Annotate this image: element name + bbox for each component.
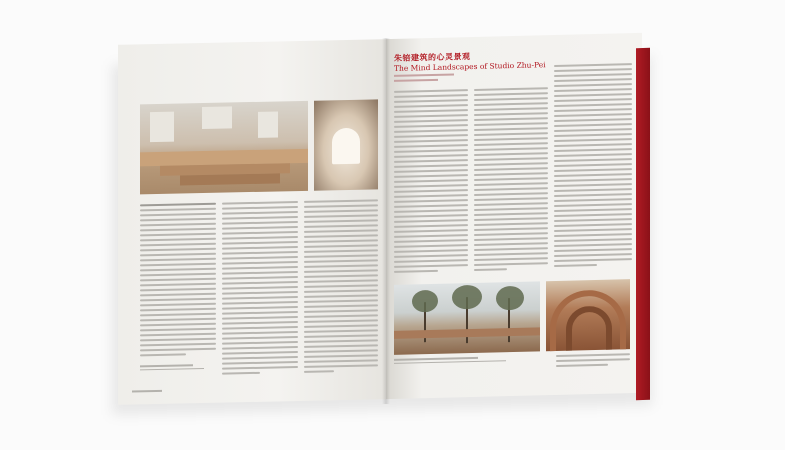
left-page <box>118 39 386 405</box>
right-column-3 <box>554 63 632 270</box>
left-column-1 <box>140 203 216 373</box>
right-column-2 <box>474 87 548 274</box>
author-line <box>394 73 454 76</box>
right-page <box>386 33 642 399</box>
vaulted-interior-photo <box>314 99 378 190</box>
left-column-3 <box>304 199 378 376</box>
tree-lined-courtyard-photo <box>394 281 540 355</box>
left-column-2 <box>222 201 298 378</box>
architectural-model-photo <box>140 101 308 195</box>
left-folio <box>132 390 162 394</box>
author-line-2 <box>394 79 438 82</box>
brick-vault-photo <box>546 279 630 351</box>
left-header-rule <box>138 79 378 89</box>
right-column-1 <box>394 89 468 276</box>
photo-caption <box>394 356 534 366</box>
article-title-cn: 朱锫建筑的心灵景观 <box>394 52 471 63</box>
red-page-edge <box>636 48 650 400</box>
article-title-en: The Mind Landscapes of Studio Zhu-Pei <box>394 60 546 73</box>
spine-gutter <box>382 38 390 404</box>
right-column-3-tail <box>556 353 630 370</box>
